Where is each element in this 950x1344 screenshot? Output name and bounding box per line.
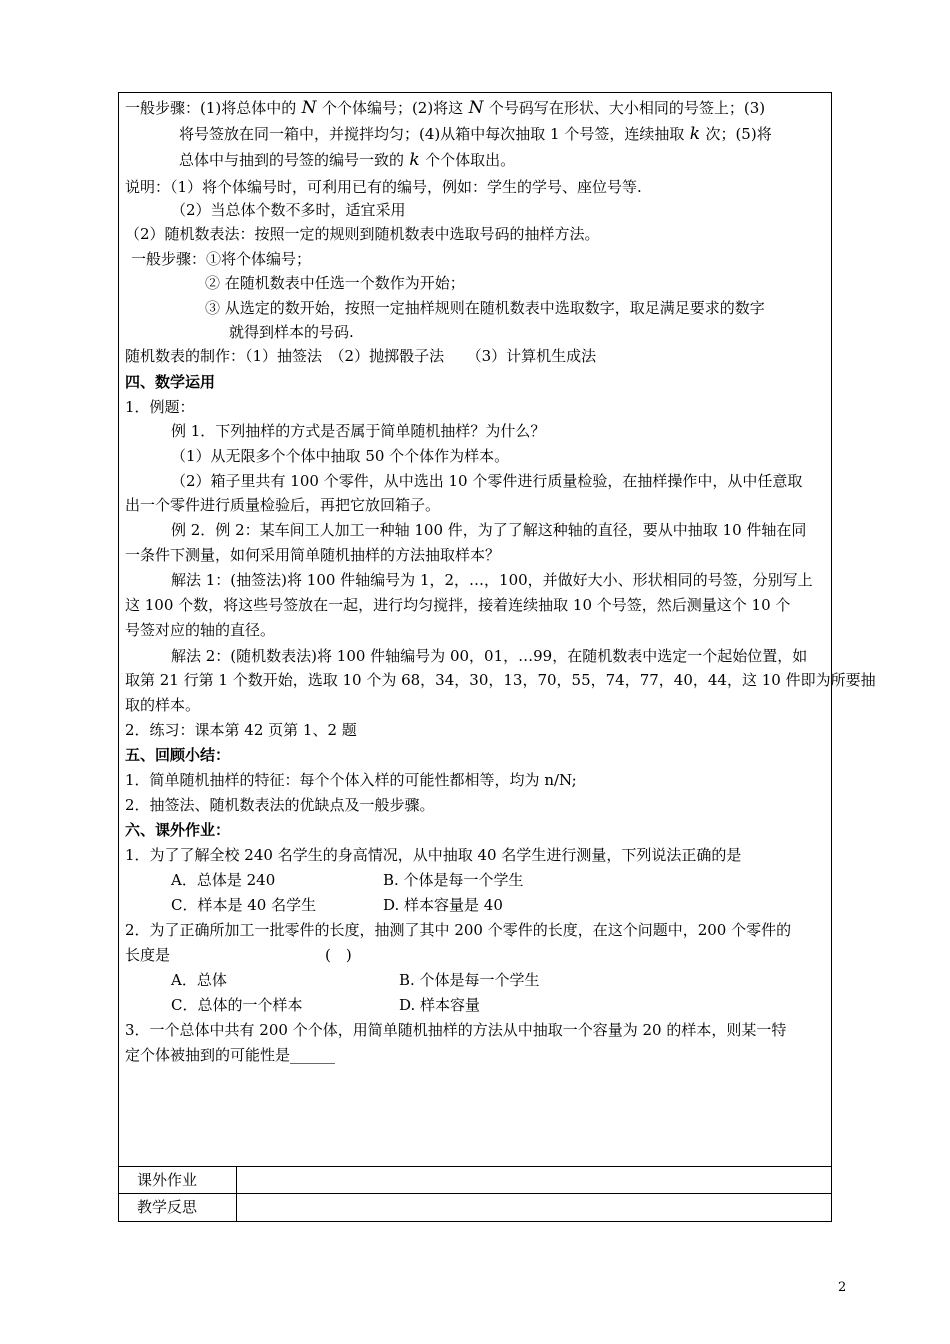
- text-line: A．总体: [171, 971, 227, 989]
- text-line: 定个体被抽到的可能性是______: [125, 1046, 336, 1064]
- text-line: 取的样本。: [125, 696, 201, 714]
- text-line: 例 2．例 2：某车间工人加工一种轴 100 件，为了了解这种轴的直径，要从中抽取 10 件轴在同: [171, 521, 807, 539]
- text-line: 将号签放在同一箱中，并搅拌均匀；(4)从箱中每次抽取 1 个号签，连续抽取 k 次；(5)将: [179, 124, 772, 144]
- text-line: B. 个体是每一个学生: [383, 871, 524, 889]
- text-line: 2．抽签法、随机数表法的优缺点及一般步骤。: [125, 796, 435, 814]
- lesson-table: [118, 92, 876, 1222]
- text-line: C．总体的一个样本: [171, 996, 303, 1014]
- reflection-label: 教学反思: [119, 1194, 237, 1221]
- page-number: 2: [838, 1280, 847, 1295]
- text-line: 2．练习：课本第 42 页第 1、2 题: [125, 721, 357, 739]
- text-line: 1．简单随机抽样的特征：每个个体入样的可能性都相等，均为 n/N;: [125, 771, 577, 789]
- text-line: B. 个体是每一个学生: [399, 971, 540, 989]
- text-line: 例 1．下列抽样的方式是否属于简单随机抽样？为什么？: [171, 422, 546, 440]
- math-variable: k: [404, 150, 426, 170]
- math-variable: N: [463, 98, 489, 118]
- text-line: 一般步骤：(1)将总体中的 N 个个体编号；(2)将这 N 个号码写在形状、大小相同的号签上；(3): [125, 98, 766, 118]
- text-line: 3．一个总体中共有 200 个个体，用简单随机抽样的方法从中抽取一个容量为 20 的样本，则某一特: [125, 1021, 787, 1039]
- text-line: 长度是: [125, 946, 171, 964]
- homework-row: [119, 1167, 831, 1194]
- homework-label: 课外作业: [119, 1167, 237, 1193]
- text-line: ③ 从选定的数开始，按照一定抽样规则在随机数表中选取数字，取足满足要求的数字: [205, 299, 765, 317]
- text-line: 五、回顾小结：: [125, 746, 231, 764]
- text-line: （2）箱子里共有 100 个零件，从中选出 10 个零件进行质量检验，在抽样操作中，从中任意取: [171, 472, 803, 490]
- text-line: 总体中与抽到的号签的编号一致的 k 个个体取出。: [179, 150, 516, 170]
- text-line: 六、课外作业：: [125, 821, 231, 839]
- text-line: D. 样本容量是 40: [383, 896, 503, 914]
- text-line: 取第 21 行第 1 个数开始，选取 10 个为 68，34，30，13，70，55，74，77，40，44，这 10 件即为所要抽: [125, 671, 876, 689]
- text-line: 解法 1：(抽签法)将 100 件轴编号为 1，2，…，100，并做好大小、形状相同的号签，分别写上: [171, 571, 813, 589]
- text-line: （2）当总体个数不多时，适宜采用: [171, 201, 406, 219]
- text-line: 1．为了了解全校 240 名学生的身高情况，从中抽取 40 名学生进行测量，下列说法正确的是: [125, 846, 742, 864]
- reflection-row: [119, 1194, 831, 1221]
- text-line: （1）从无限多个个体中抽取 50 个个体作为样本。: [171, 447, 510, 465]
- text-line: C．样本是 40 名学生: [171, 896, 317, 914]
- text-line: 1．例题：: [125, 398, 195, 416]
- text-line: 这 100 个数，将这些号签放在一起，进行均匀搅拌，接着连续抽取 10 个号签，然后测量这个 10 个: [125, 596, 791, 614]
- text-line: 一条件下测量，如何采用简单随机抽样的方法抽取样本？: [125, 546, 501, 564]
- text-line: 解法 2：(随机数表法)将 100 件轴编号为 00，01，…99，在随机数表中选定一个起始位置，如: [171, 647, 808, 665]
- lesson-content-cell: [119, 93, 876, 1167]
- text-line: 四、数学运用: [125, 373, 216, 391]
- text-line: 就得到样本的号码.: [229, 323, 354, 341]
- text-line: ② 在随机数表中任选一个数作为开始；: [205, 274, 465, 292]
- math-variable: k: [684, 124, 706, 144]
- text-line: 2．为了正确所加工一批零件的长度，抽测了其中 200 个零件的长度，在这个问题中，200 个零件的: [125, 921, 792, 939]
- math-variable: N: [296, 98, 322, 118]
- text-line: A．总体是 240: [171, 871, 276, 889]
- text-line: （2）随机数表法：按照一定的规则到随机数表中选取号码的抽样方法。: [125, 225, 600, 243]
- text-line: 号签对应的轴的直径。: [125, 621, 276, 639]
- text-line: 出一个零件进行质量检验后，再把它放回箱子。: [125, 496, 441, 514]
- text-line: D. 样本容量: [399, 996, 481, 1014]
- text-line: 随机数表的制作：（1）抽签法 （2）抛掷骰子法 （3）计算机生成法: [125, 347, 597, 365]
- text-line: 说明：（1）将个体编号时，可利用已有的编号，例如：学生的学号、座位号等.: [125, 178, 642, 196]
- text-line: ( ): [325, 946, 352, 964]
- text-line: 一般步骤：①将个体编号；: [131, 250, 312, 268]
